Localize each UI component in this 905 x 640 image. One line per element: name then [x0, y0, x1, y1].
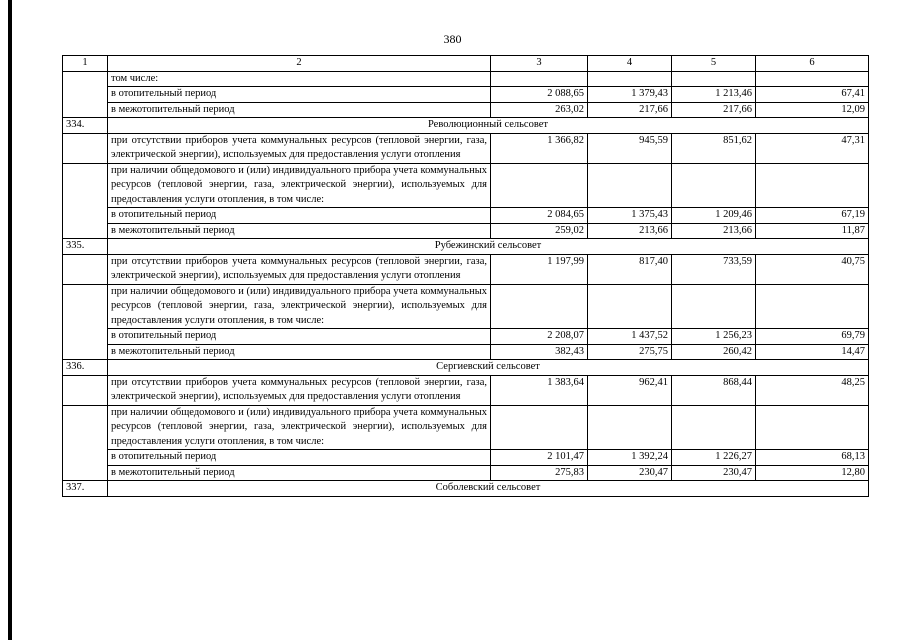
value-cell: 962,41 — [588, 375, 672, 405]
row-label: в отопительный период — [108, 450, 491, 466]
col-header-3: 3 — [491, 56, 588, 72]
value-cell: 230,47 — [672, 465, 756, 481]
col-header-4: 4 — [588, 56, 672, 72]
row-description: при отсутствии приборов учета коммунальных ресурсов (тепловой энергии, газа, электрической энергии), используемых для предоставления услуги отопления — [108, 133, 491, 163]
value-cell: 733,59 — [672, 254, 756, 284]
value-cell: 1 226,27 — [672, 450, 756, 466]
value-cell: 868,44 — [672, 375, 756, 405]
value-cell: 945,59 — [588, 133, 672, 163]
col-header-6: 6 — [756, 56, 869, 72]
value-cell: 275,75 — [588, 344, 672, 360]
table-row — [63, 102, 869, 118]
row-description: при наличии общедомового и (или) индивидуального прибора учета коммунальных ресурсов (тепловой энергии, газа, электрической энергии), используемых для предоставления услуги отопления, в том числе: — [108, 284, 491, 329]
row-label: в межотопительный период — [108, 102, 491, 118]
value-cell: 1 392,24 — [588, 450, 672, 466]
value-cell: 382,43 — [491, 344, 588, 360]
col-header-1: 1 — [63, 56, 108, 72]
row-description: при наличии общедомового и (или) индивидуального прибора учета коммунальных ресурсов (тепловой энергии, газа, электрической энергии), используемых для предоставления услуги отопления, в том числе: — [108, 405, 491, 450]
page-edge-bar — [8, 0, 12, 640]
value-cell: 2 101,47 — [491, 450, 588, 466]
row-label: том числе: — [108, 71, 491, 87]
num-cell — [63, 71, 108, 118]
value-cell: 1 213,46 — [672, 87, 756, 103]
col-header-5: 5 — [672, 56, 756, 72]
value-cell: 263,02 — [491, 102, 588, 118]
value-cell: 817,40 — [588, 254, 672, 284]
tariff-table — [62, 55, 869, 497]
section-title: Сергиевский сельсовет — [108, 360, 869, 376]
table-row — [63, 329, 869, 345]
row-description: при отсутствии приборов учета коммунальных ресурсов (тепловой энергии, газа, электрической энергии), используемых для предоставления услуги отопления — [108, 254, 491, 284]
table-row — [63, 344, 869, 360]
value-cell: 67,19 — [756, 208, 869, 224]
value-cell: 2 084,65 — [491, 208, 588, 224]
table-row — [63, 133, 869, 163]
section-title: Революционный сельсовет — [108, 118, 869, 134]
value-cell: 1 379,43 — [588, 87, 672, 103]
value-cell: 213,66 — [588, 223, 672, 239]
table-row — [63, 208, 869, 224]
row-label: в межотопительный период — [108, 465, 491, 481]
table-row — [63, 465, 869, 481]
value-cell: 2 208,07 — [491, 329, 588, 345]
value-cell: 230,47 — [588, 465, 672, 481]
table-row — [63, 163, 869, 208]
value-cell: 67,41 — [756, 87, 869, 103]
value-cell: 1 383,64 — [491, 375, 588, 405]
table-row — [63, 87, 869, 103]
row-description: при отсутствии приборов учета коммунальных ресурсов (тепловой энергии, газа, электрической энергии), используемых для предоставления услуги отопления — [108, 375, 491, 405]
value-cell: 12,09 — [756, 102, 869, 118]
section-row — [63, 481, 869, 497]
value-cell: 69,79 — [756, 329, 869, 345]
value-cell: 275,83 — [491, 465, 588, 481]
value-cell: 1 366,82 — [491, 133, 588, 163]
section-number: 335. — [63, 239, 108, 255]
value-cell: 2 088,65 — [491, 87, 588, 103]
table-row — [63, 254, 869, 284]
section-number: 336. — [63, 360, 108, 376]
value-cell: 1 375,43 — [588, 208, 672, 224]
value-cell: 851,62 — [672, 133, 756, 163]
section-row — [63, 118, 869, 134]
value-cell: 1 256,23 — [672, 329, 756, 345]
table-row — [63, 405, 869, 450]
value-cell: 47,31 — [756, 133, 869, 163]
value-cell: 68,13 — [756, 450, 869, 466]
col-header-2: 2 — [108, 56, 491, 72]
value-cell: 11,87 — [756, 223, 869, 239]
row-label: в отопительный период — [108, 208, 491, 224]
section-number: 334. — [63, 118, 108, 134]
value-cell: 48,25 — [756, 375, 869, 405]
section-row — [63, 360, 869, 376]
table-row — [63, 223, 869, 239]
section-number: 337. — [63, 481, 108, 497]
value-cell: 213,66 — [672, 223, 756, 239]
section-title: Соболевский сельсовет — [108, 481, 869, 497]
row-label: в межотопительный период — [108, 223, 491, 239]
value-cell: 12,80 — [756, 465, 869, 481]
table-row — [63, 375, 869, 405]
table-row — [63, 450, 869, 466]
value-cell: 1 197,99 — [491, 254, 588, 284]
value-cell: 1 209,46 — [672, 208, 756, 224]
row-label: в отопительный период — [108, 329, 491, 345]
value-cell: 14,47 — [756, 344, 869, 360]
page-number: 380 — [443, 32, 462, 46]
section-row — [63, 239, 869, 255]
value-cell: 217,66 — [588, 102, 672, 118]
value-cell: 217,66 — [672, 102, 756, 118]
row-description: при наличии общедомового и (или) индивидуального прибора учета коммунальных ресурсов (тепловой энергии, газа, электрической энергии), используемых для предоставления услуги отопления, в том числе: — [108, 163, 491, 208]
row-label: в межотопительный период — [108, 344, 491, 360]
column-header-row — [63, 56, 869, 72]
section-title: Рубежинский сельсовет — [108, 239, 869, 255]
table-row — [63, 71, 869, 87]
value-cell: 40,75 — [756, 254, 869, 284]
row-label: в отопительный период — [108, 87, 491, 103]
value-cell: 1 437,52 — [588, 329, 672, 345]
value-cell: 259,02 — [491, 223, 588, 239]
value-cell: 260,42 — [672, 344, 756, 360]
table-row — [63, 284, 869, 329]
